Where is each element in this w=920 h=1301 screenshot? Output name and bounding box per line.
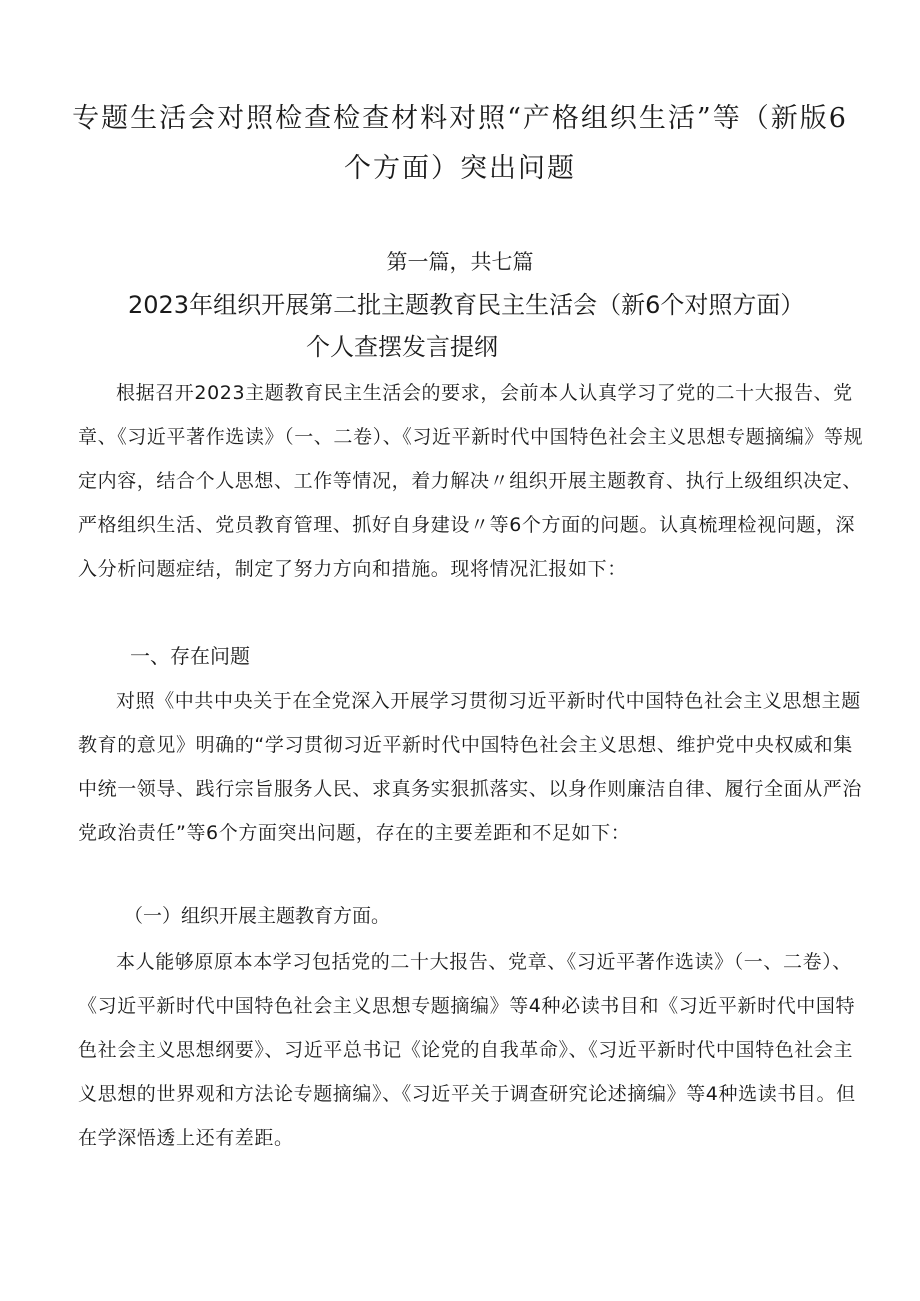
intro-paragraph: 根据召开2023主题教育民主生活会的要求，会前本人认真学习了党的二十大报告、党章、《习近平著作选读》（一、二卷）、《习近平新时代中国特色社会主义思想专题摘编》等规定内容，结合个人思想、工作等情况，着力解决〃组织开展主题教育、执行上级组织决定、严格组织生活、党员教育管理、抓好自身建设〃等6个方面的问题。认真梳理检视问题，深入分析问题症结，制定了努力方向和措施。现将情况汇报如下： — [78, 382, 864, 580]
subtitle-line-1: 2023年组织开展第二批主题教育民主生活会（新6个对照方面） — [128, 291, 805, 319]
section-label: 第一篇，共七篇 — [386, 250, 534, 274]
document-title: 专题生活会对照检查检查材料对照“产格组织生活”等（新版6个方面）突出问题 — [72, 103, 848, 184]
study-paragraph: 本人能够原原本本学习包括党的二十大报告、党章、《习近平著作选读》（一、二卷）、《习近平新时代中国特色社会主义思想专题摘编》等4种必读书目和《习近平新时代中国特色社会主义思想纲要》、习近平总书记《论党的自我革命》、《习近平新时代中国特色社会主义思想的世界观和方法论专题摘编》、《习近平关于调查研究论述摘编》等4种选读书目。但在学深悟透上还有差距。 — [78, 951, 856, 1149]
heading-existing-problems: 一、存在问题 — [130, 644, 250, 668]
heading-theme-education: （一）组织开展主题教育方面。 — [124, 905, 391, 927]
subtitle — [80, 284, 890, 368]
subtitle-line-2: 个人查摆发言提纲 — [306, 333, 498, 361]
problems-paragraph: 对照《中共中央关于在全党深入开展学习贯彻习近平新时代中国特色社会主义思想主题教育的意见》明确的“学习贯彻习近平新时代中国特色社会主义思想、维护党中央权威和集中统一领导、践行宗旨服务人民、求真务实狠抓落实、以身作则廉洁自律、履行全面从严治党政治责任”等6个方面突出问题，存在的主要差距和不足如下： — [78, 690, 863, 844]
